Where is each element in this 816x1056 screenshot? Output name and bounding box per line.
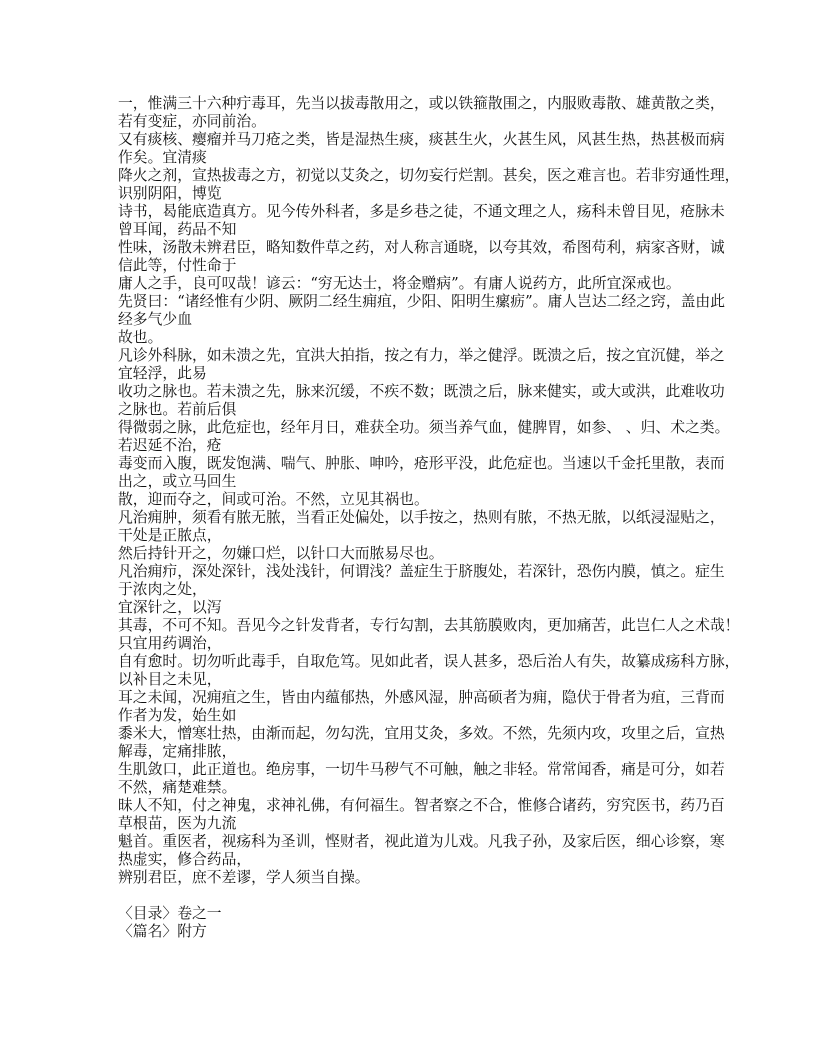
- text-line: 故也。: [118, 329, 163, 346]
- text-line: 解毒，定痛排脓，: [118, 743, 237, 760]
- text-line: 先贤曰：“诸经惟有少阴、厥阴二经生痈疽，少阳、阳明生瘰疬”。庸人岂达二经之窍，盖由此: [118, 293, 726, 310]
- text-line: 然后持针开之，勿嫌口烂，以针口大而脓易尽也。: [118, 545, 444, 562]
- text-line: 诗书，曷能底造真方。见今传外科者，多是乡巷之徒，不通文理之人，疡科未曾目见，疮脉未: [118, 203, 725, 220]
- text-line: 只宜用药调治，: [118, 635, 222, 652]
- text-line: 庸人之手，良可叹哉！谚云：“穷无达士，将金赠病”。有庸人说药方，此所宜深戒也。: [118, 275, 681, 292]
- text-line: 收功之脉也。若未溃之先，脉来沉缓，不疾不数；既溃之后，脉来健实，或大或洪，此难收功: [118, 383, 725, 400]
- text-line: 散，迎而夺之，间或可治。不然，立见其祸也。: [118, 491, 429, 508]
- text-line: 凡诊外科脉，如未溃之先，宜洪大拍指，按之有力，举之健浮。既溃之后，按之宜沉健，举之: [118, 347, 725, 364]
- text-line: 之脉也。若前后俱: [118, 401, 237, 418]
- text-line: 自有愈时。切勿听此毒手，自取危笃。见如此者，误人甚多，恐后治人有失，故纂成疡科方脉，: [118, 653, 740, 670]
- text-line: 凡治痈肿，须看有脓无脓，当看正处偏处，以手按之，热则有脓，不热无脓，以纸浸湿贴之，: [118, 509, 725, 526]
- text-line: 耳之未闻，况痈疽之生，皆由内蕴郁热，外感风湿，肿高硕者为痈，隐伏于骨者为疽，三背而: [118, 689, 725, 706]
- text-line: 以补目之未见，: [118, 671, 222, 688]
- text-line: 宜深针之，以泻: [118, 599, 222, 616]
- text-line: 作矣。宜清痰: [118, 149, 207, 166]
- text-line: 草根苗，医为九流: [118, 815, 237, 832]
- text-line: 昧人不知，付之神鬼，求神礼佛，有何福生。智者察之不合，惟修合诸药，穷究医书，药乃百: [118, 797, 725, 814]
- text-line: 宜轻浮，此易: [118, 365, 207, 382]
- text-line: 于浓肉之处，: [118, 581, 207, 598]
- text-line: 不然，痛楚难禁。: [118, 779, 237, 796]
- text-line: 出之，或立马回生: [118, 473, 237, 490]
- document-body: [118, 95, 758, 941]
- text-line: 识别阴阳，博览: [118, 185, 222, 202]
- text-line: 生肌敛口，此正道也。绝房事，一切牛马秽气不可触，触之非轻。常常闻香，痛是可分，如若: [118, 761, 725, 778]
- text-line: 干处是正脓点，: [118, 527, 222, 544]
- text-line: 毒变而入腹，既发饱满、喘气、肿胀、呻吟，疮形平没，此危症也。当速以千金托里散，表而: [118, 455, 725, 472]
- text-line: 若迟延不治，疮: [118, 437, 222, 454]
- text-line: 经多气少血: [118, 311, 192, 328]
- text-line: 作者为发，始生如: [118, 707, 237, 724]
- text-line: 曾耳闻，药品不知: [118, 221, 237, 238]
- text-line: 凡治痈疖，深处深针，浅处浅针，何谓浅？盖症生于脐腹处，若深针，恐伤内膜，慎之。症生: [118, 563, 725, 580]
- text-line: 信此等，付性命于: [118, 257, 237, 274]
- text-line: 热虚实，修合药品，: [118, 851, 252, 868]
- text-line: 又有痰核、瘿瘤并马刀疮之类，皆是湿热生痰，痰甚生火，火甚生风，风甚生热，热甚极而病: [118, 131, 725, 148]
- text-line: 黍米大，憎寒壮热，由渐而起，勿勾洗，宜用艾灸，多效。不然，先须内攻，攻里之后，宣热: [118, 725, 725, 742]
- text-line: 〈目录〉卷之一: [118, 905, 222, 922]
- text-line: 〈篇名〉附方: [118, 923, 207, 940]
- text-line: 若有变症，亦同前治。: [118, 113, 266, 130]
- text-line: 魁首。重医者，视疡科为圣训，悭财者，视此道为儿戏。凡我子孙，及家后医，细心诊察，寒: [118, 833, 725, 850]
- text-line: 得微弱之脉，此危症也，经年月日，难获全功。须当养气血，健脾胃，如参、 、归、术之类。: [118, 419, 730, 436]
- text-line: 辨别君臣，庶不差谬，学人须当自操。: [118, 869, 370, 886]
- text-line: 降火之剂，宣热拔毒之方，初觉以艾灸之，切勿妄行烂割。甚矣，医之难言也。若非穷通性理，: [118, 167, 740, 184]
- text-line: 性味，汤散未辨君臣，略知数件草之药，对人称言通晓，以夸其效，希图苟利，病家吝财，诚: [118, 239, 725, 256]
- text-line: 其毒，不可不知。吾见今之针发背者，专行勾割，去其筋膜败肉，更加痛苦，此岂仁人之术哉！: [118, 617, 740, 634]
- text-line: [118, 887, 758, 905]
- text-line: 一，惟满三十六种疔毒耳，先当以拔毒散用之，或以铁箍散围之，内服败毒散、雄黄散之类，: [118, 95, 725, 112]
